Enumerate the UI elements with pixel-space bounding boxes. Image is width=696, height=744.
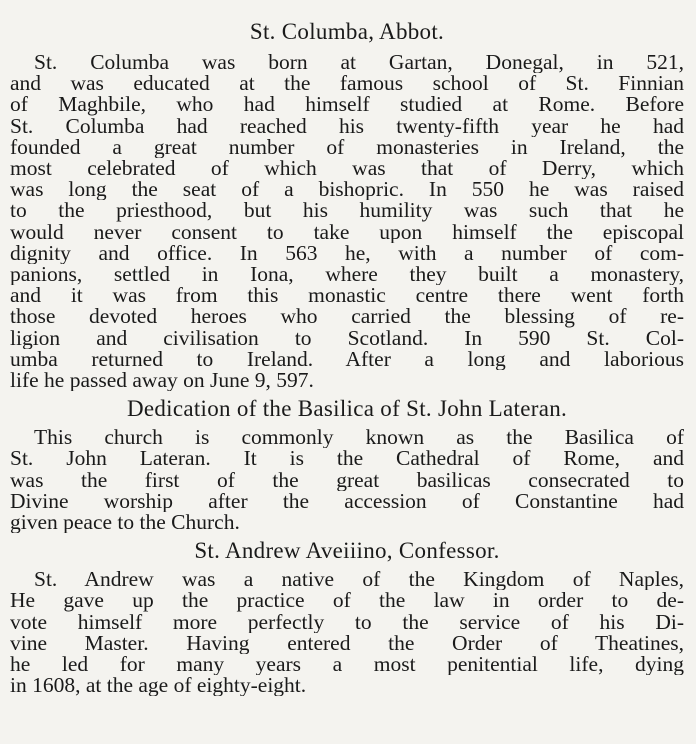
text-line: he led for many years a most penitential life, dying: [10, 654, 684, 676]
text-line: life he passed away on June 9, 597.: [10, 370, 314, 392]
text-line: and was educated at the famous school of St. Finnian: [10, 73, 684, 95]
section-heading-st-andrew: St. Andrew Aveiiino, Confessor.: [194, 538, 500, 564]
text-line: vine Master. Having entered the Order of Theatines,: [10, 632, 684, 655]
text-line: vote himself more perfectly to the service of his Di-: [10, 611, 684, 633]
paragraph-dedication-lateran: [10, 427, 684, 533]
text-line: Divine worship after the accession of Constantine had: [10, 490, 684, 513]
text-line: was the first of the great basilicas consecrated to: [10, 469, 684, 491]
text-line: those devoted heroes who carried the blessing of re-: [10, 306, 684, 328]
text-line: to the priesthood, but his humility was such that he: [10, 200, 684, 222]
text-line: dignity and office. In 563 he, with a number of com-: [10, 242, 684, 265]
text-line: He gave up the practice of the law in order to de-: [10, 590, 684, 612]
text-line: St. Andrew was a native of the Kingdom of Naples,: [34, 569, 684, 591]
text-line: founded a great number of monasteries in Ireland, the: [10, 136, 684, 159]
text-line: umba returned to Ireland. After a long and laborious: [10, 348, 684, 371]
paragraph-st-columba: [10, 52, 684, 391]
text-line: This church is commonly known as the Basilica of: [34, 427, 684, 449]
text-line: St. Columba had reached his twenty-fifth year he had: [10, 115, 684, 137]
text-line: of Maghbile, who had himself studied at Rome. Before: [10, 94, 684, 116]
text-line: St. Columba was born at Gartan, Donegal, in 521,: [34, 52, 684, 74]
text-line: ligion and civilisation to Scotland. In 590 St. Col-: [10, 327, 684, 349]
text-line: in 1608, at the age of eighty-eight.: [10, 675, 307, 697]
text-line: would never consent to take upon himself the episcopal: [10, 221, 684, 243]
section-heading-st-columba: St. Columba, Abbot.: [249, 19, 445, 44]
text-line: panions, settled in Iona, where they built a monastery,: [10, 264, 684, 286]
text-line: most celebrated of which was that of Derry, which: [10, 158, 684, 180]
section-heading-dedication-lateran: Dedication of the Basilica of St. John Lateran.: [126, 396, 568, 422]
text-line: St. John Lateran. It is the Cathedral of Rome, and: [10, 448, 684, 470]
text-line: given peace to the Church.: [10, 512, 240, 534]
text-line: and it was from this monastic centre there went forth: [10, 285, 684, 307]
paragraph-st-andrew: [10, 569, 684, 696]
text-line: was long the seat of a bishopric. In 550 he was raised: [10, 179, 684, 201]
